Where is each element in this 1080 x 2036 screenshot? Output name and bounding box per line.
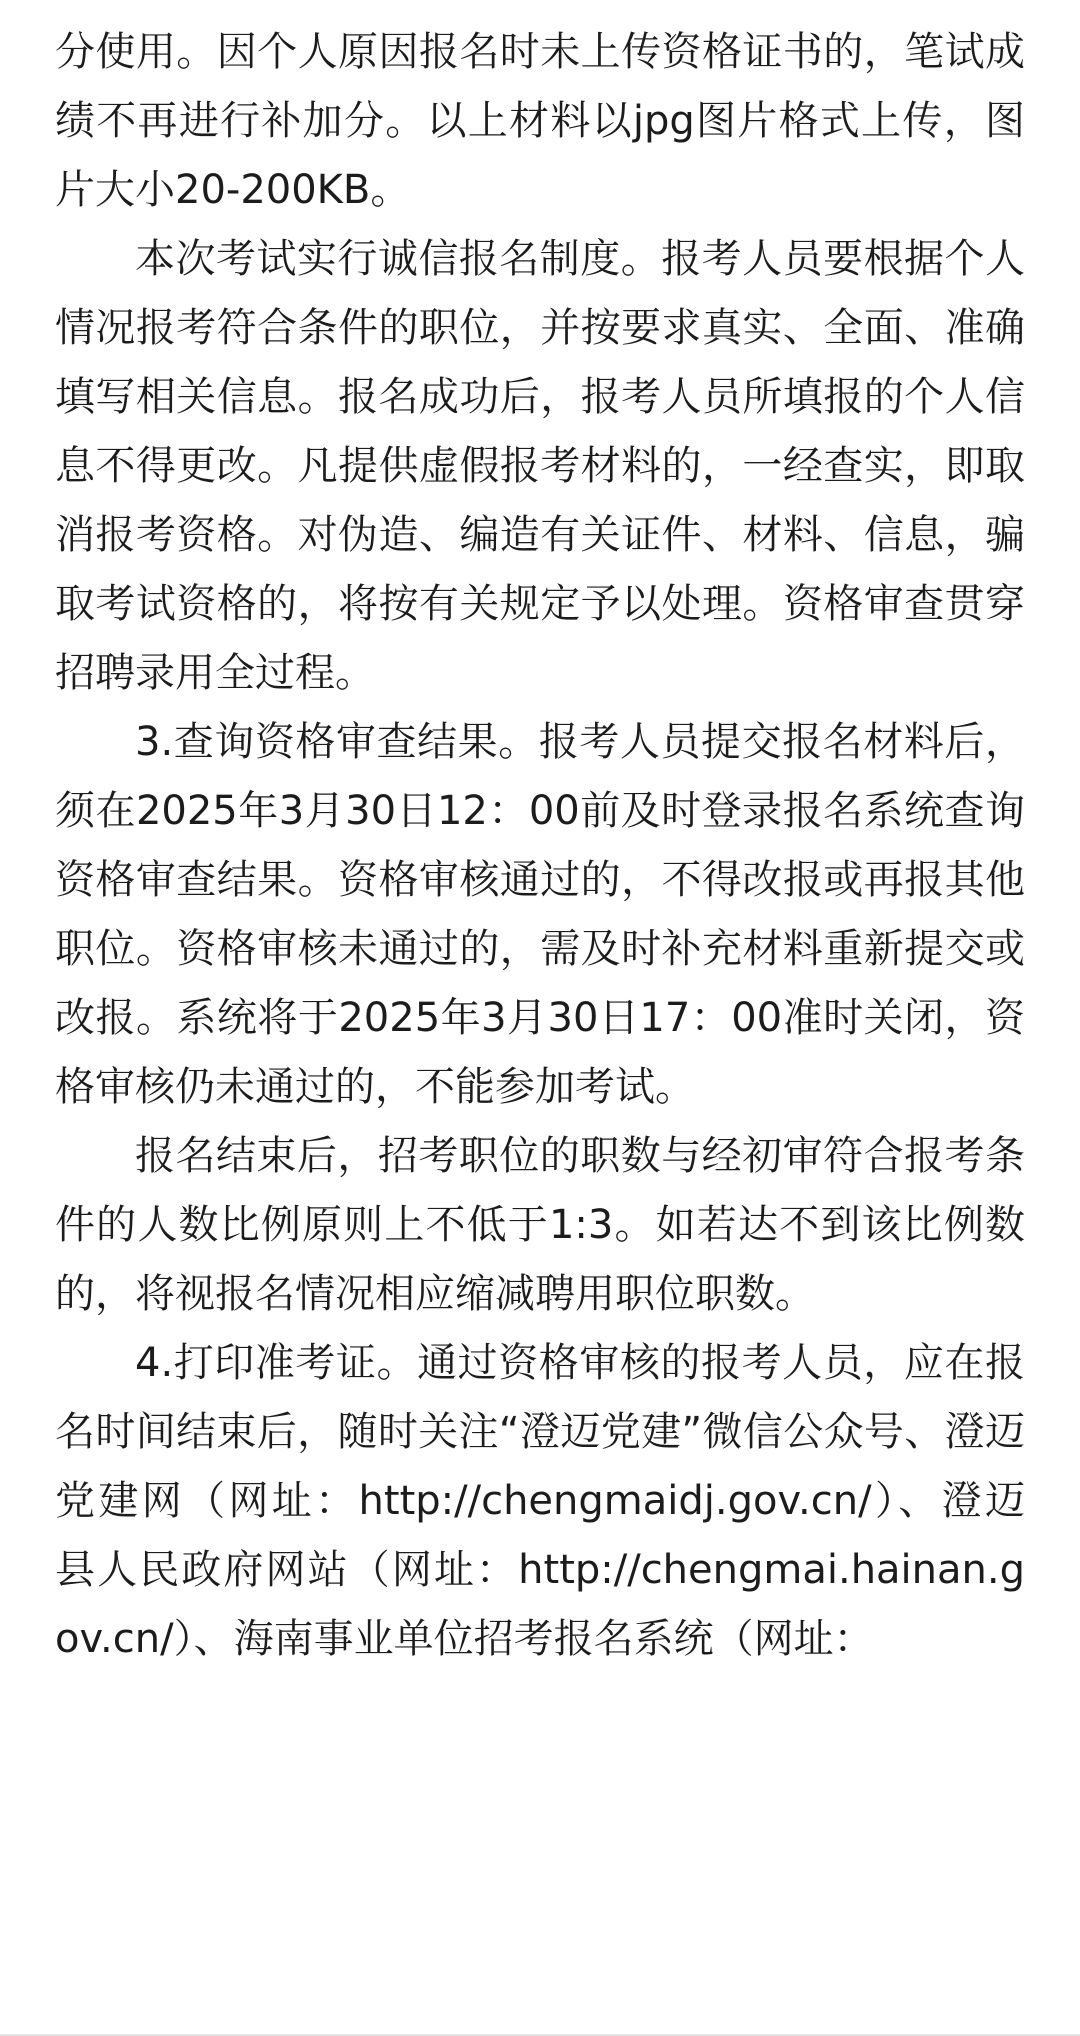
paragraph-check-review-results: 3.查询资格审查结果。报考人员提交报名材料后，须在2025年3月30日12：00前及时登录报名系统查询资格审查结果。资格审核通过的，不得改报或再报其他职位。资格审核未通过的，需及时补充材料重新提交或改报。系统将于2025年3月30日17：00准时关闭，资格审核仍未通过的，不能参加考试。 bbox=[55, 719, 1025, 1110]
paragraph-integrity-registration: 本次考试实行诚信报名制度。报考人员要根据个人情况报考符合条件的职位，并按要求真实、全面、准确填写相关信息。报名成功后，报考人员所填报的个人信息不得更改。凡提供虚假报考材料的，一经查实，即取消报考资格。对伪造、编造有关证件、材料、信息，骗取考试资格的，将按有关规定予以处理。资格审查贯穿招聘录用全过程。 bbox=[55, 236, 1025, 696]
paragraph-print-admission-ticket: 4.打印准考证。通过资格审核的报考人员，应在报名时间结束后，随时关注“澄迈党建”微信公众号、澄迈党建网（网址：http://chengmaidj.gov.cn/）、澄迈县人民政府网站（网址：http://chengmai.hainan.gov.cn/）、海南事业单位招考报名系统（网址： bbox=[55, 1340, 1025, 1662]
article-body bbox=[55, 18, 1025, 1674]
paragraph-ratio-rule: 报名结束后，招考职位的职数与经初审符合报考条件的人数比例原则上不低于1:3。如若达不到该比例数的，将视报名情况相应缩减聘用职位职数。 bbox=[55, 1133, 1025, 1317]
paragraph-materials-upload: 分使用。因个人原因报名时未上传资格证书的，笔试成绩不再进行补加分。以上材料以jpg图片格式上传，图片大小20-200KB。 bbox=[55, 29, 1025, 213]
